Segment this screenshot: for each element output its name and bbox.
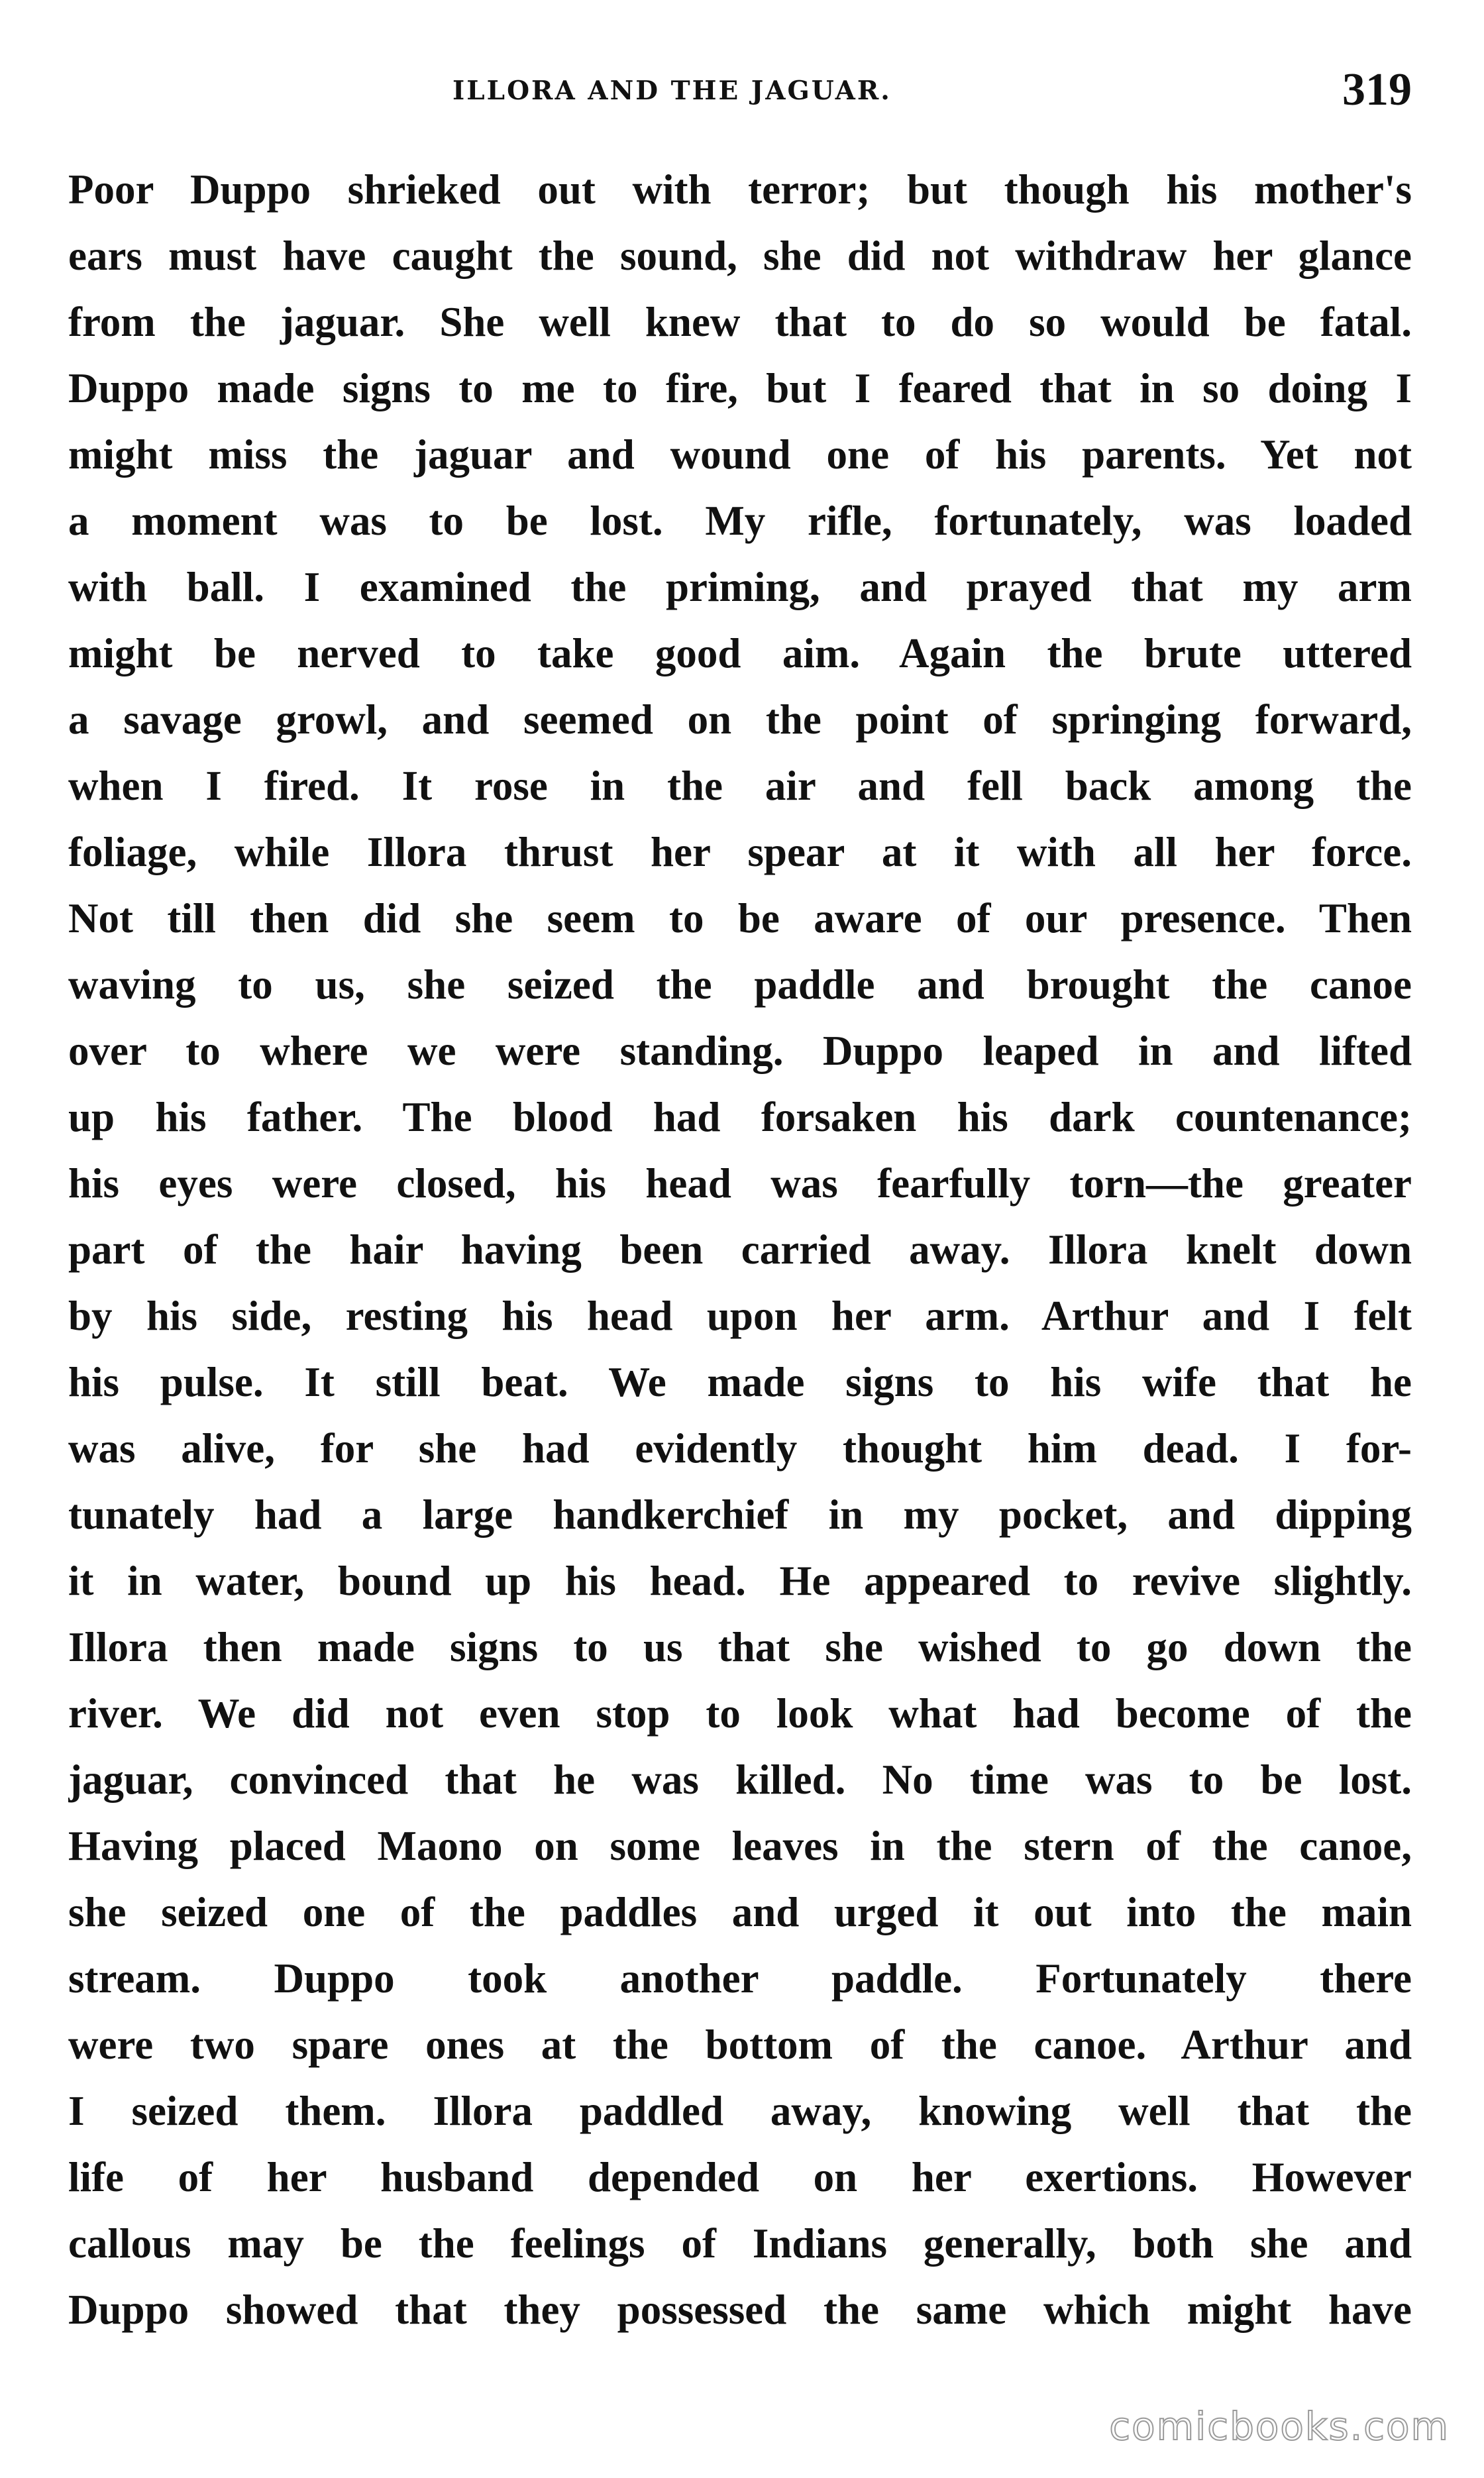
text-line: by his side, resting his head upon her arm. Arthur and I felt <box>68 1293 1412 1339</box>
text-line: might be nerved to take good aim. Again the brute uttered <box>68 630 1412 676</box>
text-line: up his father. The blood had forsaken his dark countenance; <box>68 1094 1412 1140</box>
text-line: Duppo made signs to me to fire, but I feared that in so doing I <box>68 365 1412 411</box>
text-line: Illora then made signs to us that she wished to go down the <box>68 1624 1412 1670</box>
text-line: a moment was to be lost. My rifle, fortunately, was loaded <box>68 498 1412 544</box>
text-line: jaguar, convinced that he was killed. No time was to be lost. <box>68 1756 1412 1803</box>
page-number: 319 <box>1342 64 1412 115</box>
text-line: might miss the jaguar and wound one of his parents. Yet not <box>68 431 1412 478</box>
text-line: foliage, while Illora thrust her spear at it with all her force. <box>68 829 1412 875</box>
running-header <box>68 58 1412 131</box>
text-line: a savage growl, and seemed on the point of springing forward, <box>68 696 1412 743</box>
text-line: Not till then did she seem to be aware of our presence. Then <box>68 895 1412 942</box>
text-line: were two spare ones at the bottom of the canoe. Arthur and <box>68 2021 1412 2068</box>
text-line: ears must have caught the sound, she did not withdraw her glance <box>68 233 1412 279</box>
text-line: over to where we were standing. Duppo leaped in and lifted <box>68 1028 1412 1074</box>
text-line: Poor Duppo shrieked out with terror; but though his mother's <box>68 166 1412 213</box>
text-line: tunately had a large handkerchief in my pocket, and dipping <box>68 1491 1412 1538</box>
text-line: it in water, bound up his head. He appeared to revive slightly. <box>68 1558 1412 1604</box>
text-line: from the jaguar. She well knew that to do so would be fatal. <box>68 299 1412 345</box>
text-line: with ball. I examined the priming, and prayed that my arm <box>68 564 1412 610</box>
text-line: river. We did not even stop to look what had become of the <box>68 1690 1412 1737</box>
text-line: was alive, for she had evidently thought him dead. I for- <box>68 1425 1412 1472</box>
text-line: Having placed Maono on some leaves in the stern of the canoe, <box>68 1823 1412 1869</box>
text-line: she seized one of the paddles and urged it out into the main <box>68 1889 1412 1935</box>
text-line: stream. Duppo took another paddle. Fortunately there <box>68 1955 1412 2002</box>
text-line: his eyes were closed, his head was fearfully torn—the greater <box>68 1160 1412 1207</box>
text-line: life of her husband depended on her exertions. However <box>68 2154 1412 2200</box>
text-line: his pulse. It still beat. We made signs to his wife that he <box>68 1359 1412 1405</box>
watermark: comicbooks.com <box>1109 2404 1450 2449</box>
text-line: waving to us, she seized the paddle and brought the canoe <box>68 961 1412 1008</box>
text-line: I seized them. Illora paddled away, knowing well that the <box>68 2088 1412 2134</box>
text-line: Duppo showed that they possessed the same which might have <box>68 2287 1412 2333</box>
text-line: part of the hair having been carried away. Illora knelt down <box>68 1226 1412 1273</box>
running-title: ILLORA AND THE JAGUAR. <box>452 76 892 106</box>
text-line: callous may be the feelings of Indians generally, both she and <box>68 2220 1412 2267</box>
body-text <box>68 156 1412 2343</box>
text-line: when I fired. It rose in the air and fell back among the <box>68 763 1412 809</box>
